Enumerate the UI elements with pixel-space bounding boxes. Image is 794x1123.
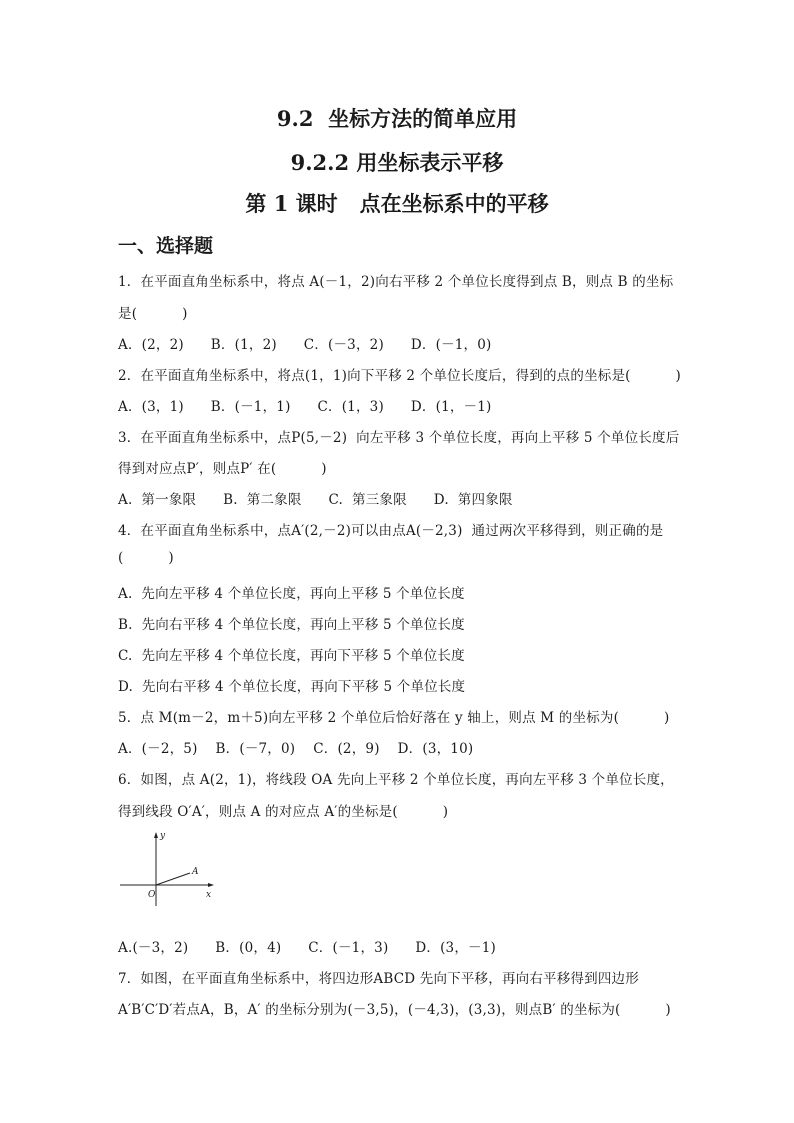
q4-choice-c: C. 先向左平移 4 个单位长度，再向下平移 5 个单位长度 <box>118 648 465 664</box>
lesson-period-title: 第 1 课时 点在坐标系中的平移 <box>245 191 549 216</box>
q2-stem-line1: 2．在平面直角坐标系中，将点(1，1)向下平移 2 个单位长度后，得到的点的坐标是( ) <box>118 368 682 384</box>
lesson-section-title: 9.2 坐标方法的简单应用 <box>276 106 518 131</box>
section-heading: 一、选择题 <box>118 235 214 257</box>
origin-label: O <box>148 890 156 900</box>
q1-stem-line2: 是( ) <box>118 306 188 322</box>
q7-stem-line2: A′B′C′D′若点A，B，A′ 的坐标分别为(－3,5)，(－4,3)，(3,3)，则点B′ 的坐标为( ) <box>118 1002 671 1018</box>
q4-choice-a: A. 先向左平移 4 个单位长度，再向上平移 5 个单位长度 <box>118 586 465 602</box>
q1-stem-line1: 1．在平面直角坐标系中，将点 A(－1，2)向右平移 2 个单位长度得到点 B，则点 B 的坐标 <box>118 274 674 290</box>
q7-stem-line1: 7．如图，在平面直角坐标系中，将四边形ABCD 先向下平移，再向右平移得到四边形 <box>118 971 639 987</box>
q4-choice-b: B. 先向右平移 4 个单位长度，再向上平移 5 个单位长度 <box>118 617 465 633</box>
q1-options: A．(2，2) B．(1，2) C．(－3，2) D．(－1，0) <box>118 337 492 353</box>
y-axis-arrow-icon <box>154 832 158 838</box>
q5-stem-line1: 5．点 M(m－2，m＋5)向左平移 2 个单位后恰好落在 y 轴上，则点 M 的坐标为( ) <box>118 710 670 726</box>
point-a-label: A <box>192 867 199 877</box>
q6-coordinate-figure <box>118 828 218 908</box>
q5-options: A．(－2，5) B．(－7，0) C．(2，9) D．(3，10) <box>118 741 474 757</box>
q2-options: A．(3，1) B．(－1，1) C．(1，3) D．(1，－1) <box>118 399 492 415</box>
q6-stem-line1: 6．如图，点 A(2，1)，将线段 OA 先向上平移 2 个单位长度，再向左平移 3 个单位长度， <box>118 772 674 788</box>
q3-stem-line1: 3．在平面直角坐标系中，点P(5,－2) 向左平移 3 个单位长度，再向上平移 5 个单位长度后 <box>118 430 680 446</box>
q6-stem-line2: 得到线段 O′A′，则点 A 的对应点 A′的坐标是( ) <box>118 804 449 820</box>
q4-stem-line1: 4．在平面直角坐标系中，点A′(2,－2)可以由点A(－2,3) 通过两次平移得到，则正确的是 <box>118 523 664 539</box>
q6-options: A.(－3，2) B．(0，4) C．(－1，3) D．(3，－1) <box>118 940 497 956</box>
segment-oa <box>156 873 190 885</box>
q4-stem-line2: ( ) <box>118 550 174 566</box>
x-axis-label: x <box>206 890 212 900</box>
q3-options: A. 第一象限 B. 第二象限 C. 第三象限 D. 第四象限 <box>118 492 513 508</box>
q4-choice-d: D. 先向右平移 4 个单位长度，再向下平移 5 个单位长度 <box>118 679 466 695</box>
q3-stem-line2: 得到对应点P′，则点P′ 在( ) <box>118 461 327 477</box>
x-axis-arrow-icon <box>208 883 214 887</box>
y-axis-label: y <box>160 831 166 841</box>
lesson-subsection-title: 9.2.2 用坐标表示平移 <box>290 150 504 175</box>
